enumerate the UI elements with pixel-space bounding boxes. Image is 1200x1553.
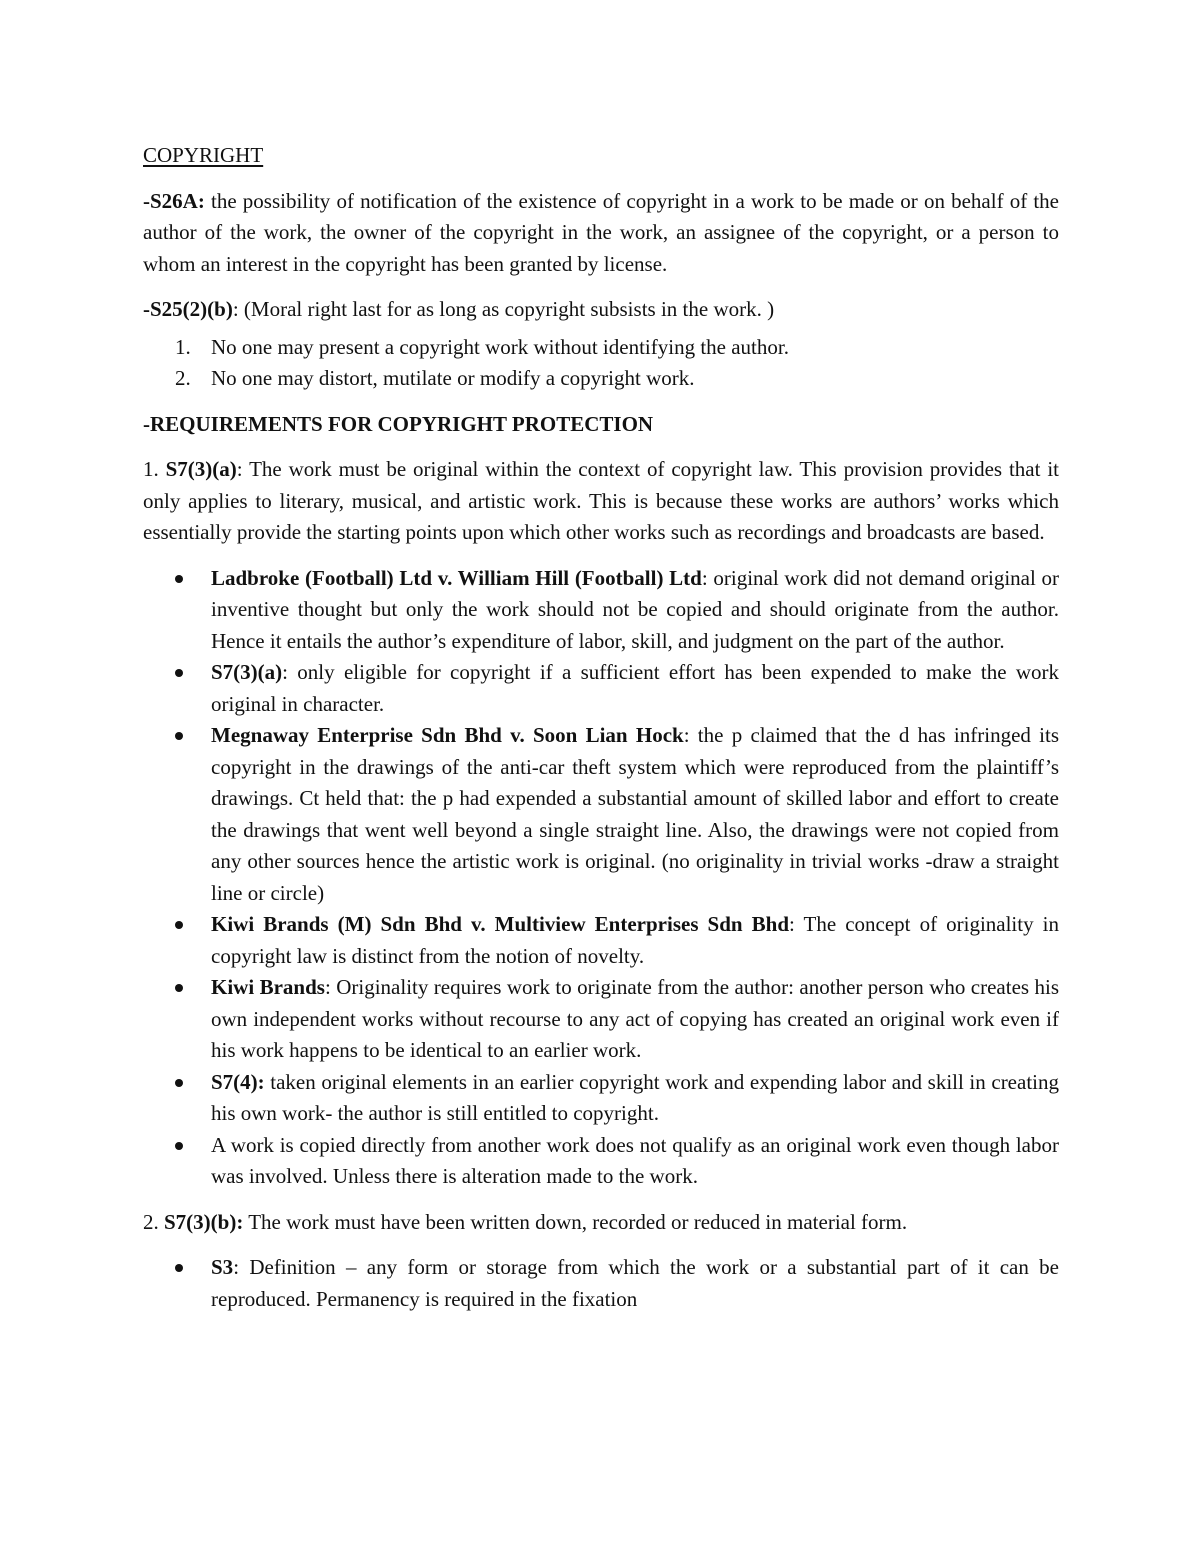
s25-label: -S25(2)(b) xyxy=(143,297,233,321)
document-page xyxy=(143,140,1059,1329)
requirement-2-number: 2. xyxy=(143,1209,164,1234)
bullet-text: : Originality requires work to originate from the author: another person who creates his own independent works without recourse to any act of copying has created an original work even if his work happens to be identical to an earlier work. xyxy=(211,975,1060,1062)
list-item xyxy=(143,657,1059,720)
s25-text: : (Moral right last for as long as copyright subsists in the work. ) xyxy=(232,297,775,321)
bullet-icon xyxy=(175,921,183,929)
s25-paragraph xyxy=(143,294,1059,326)
list-item xyxy=(143,363,1059,395)
case-name: S7(3)(a) xyxy=(211,660,283,684)
list-item xyxy=(143,1252,1059,1315)
bullet-icon xyxy=(175,1264,183,1272)
bullet-text: : The concept of originality in copyright law is distinct from the notion of novelty. xyxy=(211,912,1059,968)
list-item xyxy=(143,1130,1059,1193)
list-item xyxy=(143,563,1059,658)
list-item-text: No one may present a copyright work without identifying the author. xyxy=(211,334,789,359)
requirement-1-paragraph xyxy=(143,454,1059,549)
case-name: S3 xyxy=(211,1255,234,1279)
bullet-icon xyxy=(175,1079,183,1087)
bullet-text: taken original elements in an earlier copyright work and expending labor and skill in creating his own work- the author is still entitled to copyright. xyxy=(211,1069,1059,1125)
requirement-2-paragraph xyxy=(143,1207,1059,1239)
case-name: Kiwi Brands (M) Sdn Bhd v. Multiview Enterprises Sdn Bhd xyxy=(211,912,790,936)
bullet-text: : the p claimed that the d has infringed its copyright in the drawings of the anti-car theft system which were reproduced from the plaintiff’s drawings. Ct held that: the p had expended a substantial amount of skilled labor and effort to create the drawings that went well beyond a single straight line. Also, the drawings were not copied from any other sources hence the artistic work is original. (no originality in trivial works -draw a straight line or circle) xyxy=(211,723,1059,905)
requirement-1-text: : The work must be original within the context of copyright law. This provision provides that it only applies to literary, musical, and artistic work. This is because these works are authors’ works which essentially provide the starting points upon which other works such as recordings and broadcasts are based. xyxy=(143,457,1059,544)
page-title: COPYRIGHT xyxy=(143,143,264,167)
s26a-paragraph xyxy=(143,186,1059,281)
bullet-icon xyxy=(175,575,183,583)
bullet-text: : only eligible for copyright if a sufficient effort has been expended to make the work original in character. xyxy=(211,660,1059,716)
list-item-text: No one may distort, mutilate or modify a copyright work. xyxy=(211,366,695,390)
bullet-text: A work is copied directly from another work does not qualify as an original work even though labor was involved. Unless there is alteration made to the work. xyxy=(211,1132,1059,1188)
list-item xyxy=(143,1067,1059,1130)
requirement-1-number: 1. xyxy=(143,457,166,481)
bullet-icon xyxy=(175,669,183,677)
requirement-1-bullets xyxy=(143,563,1059,1193)
bullet-text: : original work did not demand original or inventive thought but only the work should not be copied and should originate from the author. Hence it entails the author’s expenditure of labor, skill, and judgment on the part of the author. xyxy=(211,565,1059,653)
case-name: Kiwi Brands xyxy=(211,975,325,999)
requirement-2-bullets xyxy=(143,1252,1059,1315)
list-marker: 1. xyxy=(175,334,191,359)
requirements-heading xyxy=(143,409,1059,441)
requirement-1-label: S7(3)(a) xyxy=(165,457,237,481)
case-name: Megnaway Enterprise Sdn Bhd v. Soon Lian Hock xyxy=(211,723,684,747)
requirement-2-text: The work must have been written down, recorded or reduced in material form. xyxy=(243,1209,908,1234)
list-item xyxy=(143,909,1059,972)
list-item xyxy=(143,972,1059,1067)
case-name: Ladbroke (Football) Ltd v. William Hill (Football) Ltd xyxy=(211,565,702,590)
s26a-text: the possibility of notification of the existence of copyright in a work to be made or on behalf of the author of the work, the owner of the copyright in the work, an assignee of the copyright, or a person to whom an interest in the copyright has been granted by license. xyxy=(143,188,1059,276)
list-item xyxy=(143,332,1059,364)
bullet-icon xyxy=(175,1142,183,1150)
s26a-label: -S26A: xyxy=(143,188,205,213)
bullet-icon xyxy=(175,984,183,992)
requirement-2-label: S7(3)(b): xyxy=(164,1209,244,1234)
bullet-icon xyxy=(175,732,183,740)
requirements-heading-text: -REQUIREMENTS FOR COPYRIGHT PROTECTION xyxy=(143,411,654,436)
list-marker: 2. xyxy=(175,366,191,390)
moral-rights-list xyxy=(143,332,1059,395)
case-name: S7(4): xyxy=(211,1069,265,1094)
list-item xyxy=(143,720,1059,909)
bullet-text: : Definition – any form or storage from which the work or a substantial part of it can be reproduced. Permanency is required in the fixation xyxy=(211,1255,1059,1311)
